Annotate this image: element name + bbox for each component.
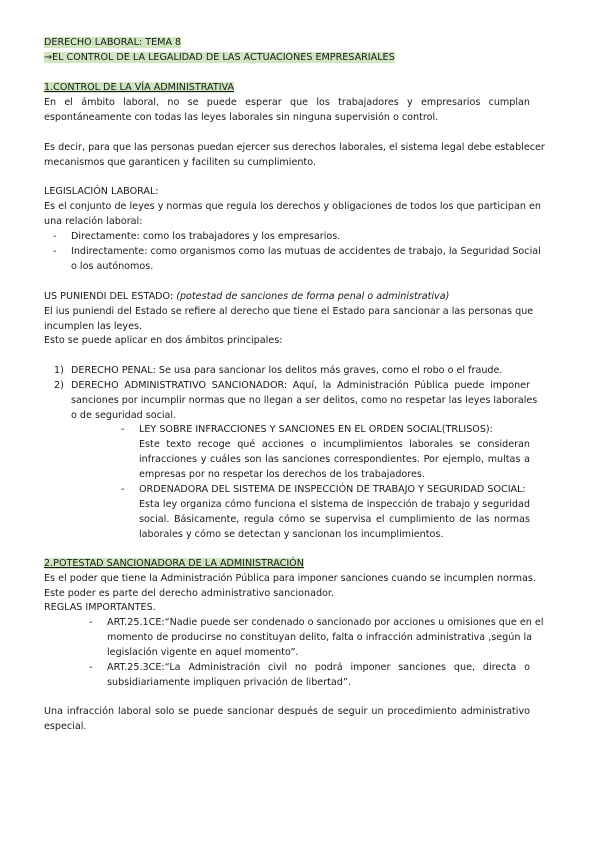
trlisos-line1: Este texto recoge qué acciones o incumplimientos laborales se consideran [139,439,530,450]
sub-marker: - [121,424,125,435]
sub-marker: - [121,484,125,495]
bullet-directamente: Directamente: como los trabajadores y los empresarios. [71,231,341,242]
s2-line2: Este poder es parte del derecho administrativo sancionador. [44,588,335,599]
bullet-marker: - [53,246,57,257]
closing-line2: especial. [44,721,87,732]
inspeccion-line2: social. Básicamente, regula cómo se supervisa el cumplimiento de las normas [139,514,530,525]
s2-line1: Es el poder que tiene la Administración Pública para imponer sanciones cuando se incumplen normas. [44,573,536,584]
trlisos-title: LEY SOBRE INFRACCIONES Y SANCIONES EN EL ORDEN SOCIAL(TRLISOS): [139,424,493,435]
trlisos-line2: infracciones y cuáles son las sanciones correspondientes. Por ejemplo, multas a [139,454,530,465]
item-derecho-penal: DERECHO PENAL: Se usa para sancionar los delitos más graves, como el robo o el fraude. [71,365,503,376]
rule-marker: - [89,617,93,628]
bullet-indirectamente: Indirectamente: como organismos como las mutuas de accidentes de trabajo, la Seguridad Social [71,246,541,257]
doc-subtitle [44,51,395,66]
legislacion-title: LEGISLACIÓN LABORAL: [44,186,159,197]
ius-title-text: US PUNIENDI DEL ESTADO: [44,291,174,302]
doc-subtitle-text: →EL CONTROL DE LA LEGALIDAD DE LAS ACTUACIONES EMPRESARIALES [44,52,395,63]
legislacion-line1: Es el conjunto de leyes y normas que regula los derechos y obligaciones de todos los que participan en [44,201,542,212]
rule-art25-1-line3: legislación vigente en aquel momento”. [107,647,299,658]
bullet-marker: - [53,231,57,242]
s1-p2-line2: mecanismos que garanticen y faciliten su cumplimiento. [44,157,316,168]
trlisos-line3: empresas por no respetar los derechos de los trabajadores. [139,469,425,480]
item-derecho-admin-line3: o de seguridad social. [71,410,177,421]
rule-art25-1-line2: momento de producirse no constituyan delito, falta o infracción administrativa ,según la [107,632,533,643]
ius-line1: El ius puniendi del Estado se refiere al derecho que tiene el Estado para sancionar a las personas que [44,306,534,317]
item-derecho-admin-line2: sanciones por incumplir normas que no llegan a ser delitos, como no respetar las leyes laborales [71,395,538,406]
ius-line3: Esto se puede aplicar en dos ámbitos principales: [44,335,283,346]
closing-line1: Una infracción laboral solo se puede sancionar después de seguir un procedimiento administrativo [44,706,530,717]
s1-p1-line2: espontáneamente con todas las leyes laborales sin ninguna supervisión o control. [44,112,439,123]
section1-heading-text: 1.CONTROL DE LA VÍA ADMINISTRATIVA [44,82,235,93]
rule-marker: - [89,662,93,673]
rule-art25-1-line1: ART.25.1CE:“Nadie puede ser condenado o sancionado por acciones u omisiones que en el [107,617,544,628]
inspeccion-title: ORDENADORA DEL SISTEMA DE INSPECCIÓN DE TRABAJO Y SEGURIDAD SOCIAL: [139,484,526,495]
s1-p1-line1: En el ámbito laboral, no se puede esperar que los trabajadores y empresarios cumplan [44,97,530,108]
list-marker: 2) [54,380,64,391]
item-derecho-admin-line1: DERECHO ADMINISTRATIVO SANCIONADOR: Aquí, la Administración Pública puede imponer [71,380,530,391]
s2-reglas-title: REGLAS IMPORTANTES. [44,602,156,613]
s1-p2-line1: Es decir, para que las personas puedan ejercer sus derechos laborales, el sistema legal debe establecer [44,142,545,153]
inspeccion-line1: Esta ley organiza cómo funciona el sistema de inspección de trabajo y seguridad [139,499,530,510]
ius-title-note: (potestad de sanciones de forma penal o administrativa) [176,291,450,302]
ius-title [44,290,449,305]
section2-heading-text: 2.POTESTAD SANCIONADORA DE LA ADMINISTRACIÓN [44,558,304,569]
inspeccion-line3: laborales y cómo se detectan y sancionan los incumplimientos. [139,529,444,540]
rule-art25-3-line1: ART.25.3CE:“La Administración civil no podrá imponer sanciones que, directa o [107,662,530,673]
section1-heading [44,81,234,96]
section2-heading [44,557,304,572]
rule-art25-3-line2: subsidiariamente impliquen privación de libertad”. [107,677,351,688]
legislacion-line2: una relación laboral: [44,216,143,227]
bullet-indirectamente-cont: o los autónomos. [71,261,154,272]
list-marker: 1) [54,365,64,376]
doc-title-text: DERECHO LABORAL: TEMA 8 [44,37,182,48]
ius-line2: incumplen las leyes. [44,321,143,332]
doc-title [44,36,181,51]
